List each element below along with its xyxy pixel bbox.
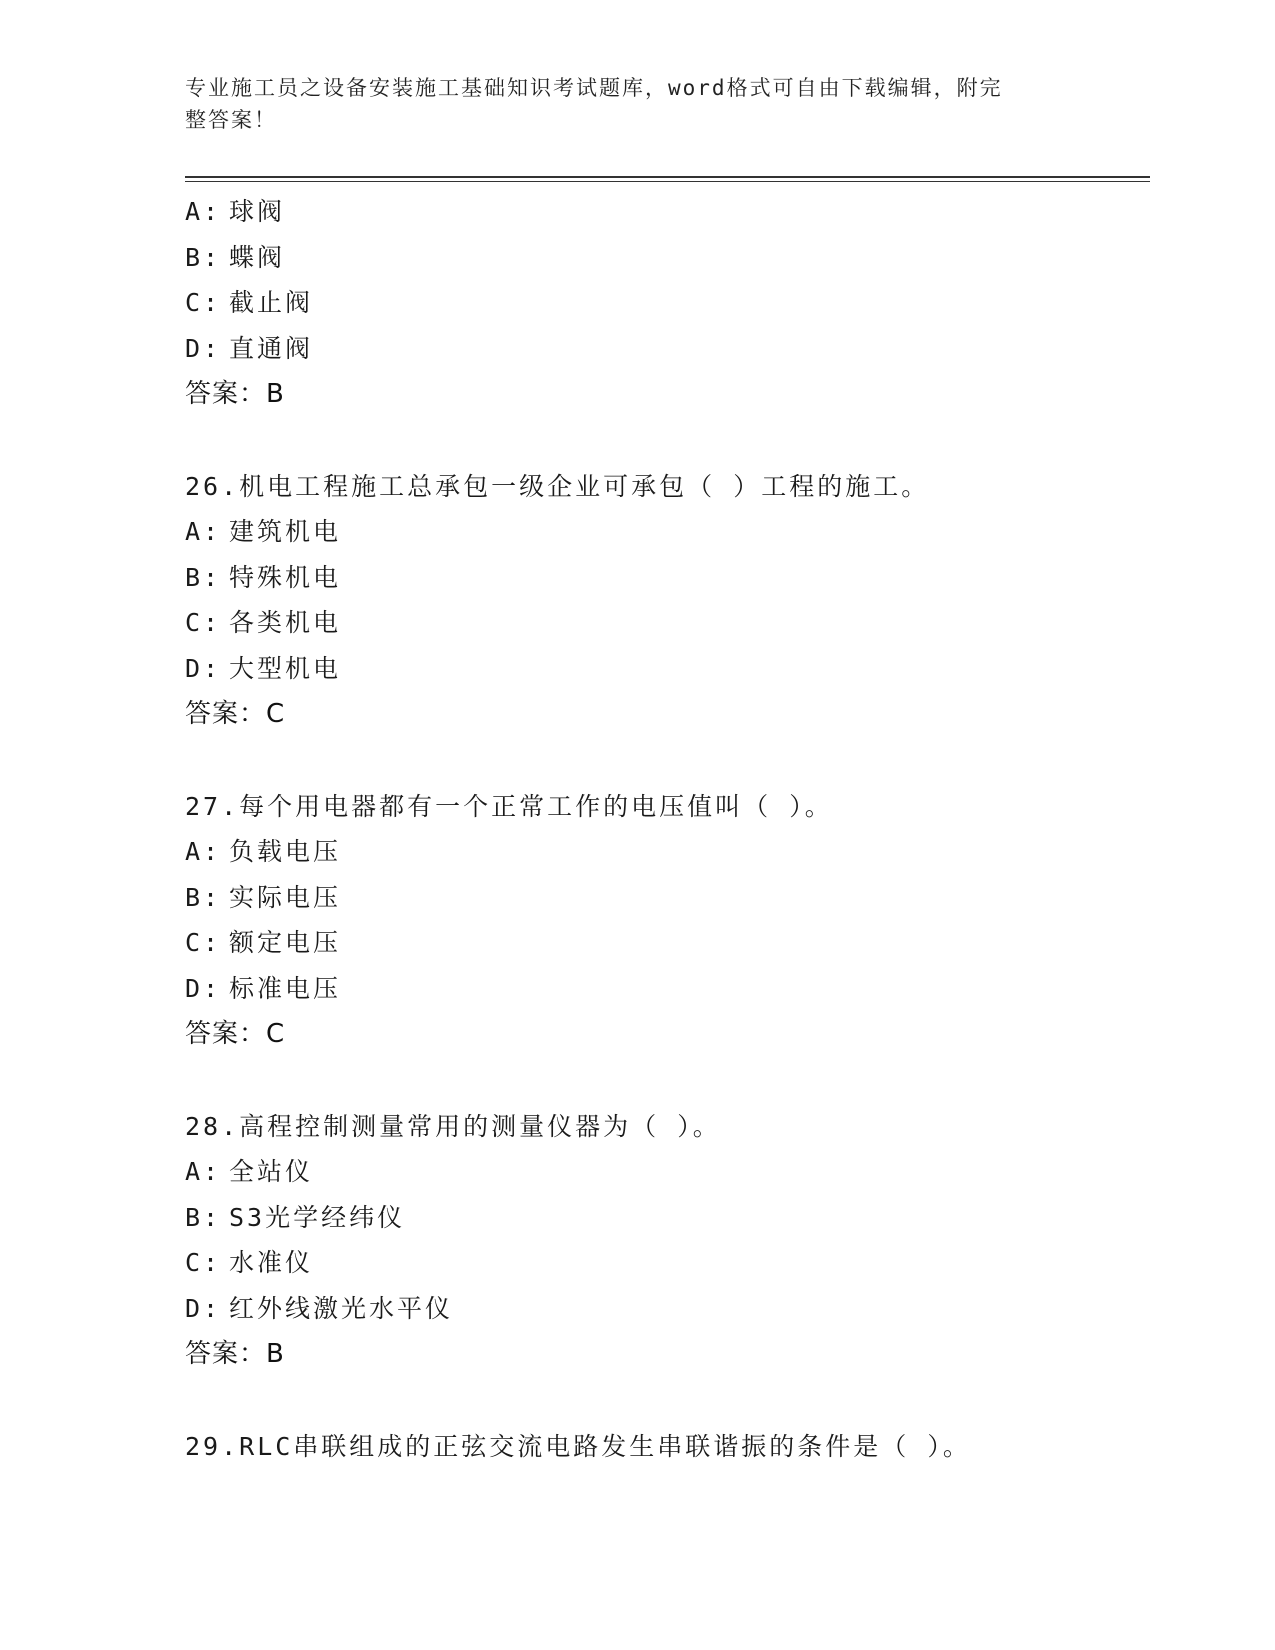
option-letter: B: [185,1202,222,1232]
option-a [185,509,1150,555]
question-list [185,189,1150,1516]
answer-line: 答案：C [185,699,286,729]
option-letter: A: [185,197,222,226]
question-number: 29. [185,1432,240,1461]
option-letter: C: [185,288,222,317]
option-text: 额定电压 [229,928,342,957]
question-body: 高程控制测量常用的测量仪器为（ ）。 [239,1112,721,1141]
question-25 [185,189,1150,417]
question-number: 27. [185,792,240,821]
option-text: 红外线激光水平仪 [229,1293,454,1323]
question-body: 每个用电器都有一个正常工作的电压值叫（ ）。 [239,792,833,821]
question-27 [185,784,1150,1057]
question-body: 机电工程施工总承包一级企业可承包（ ）工程的施工。 [239,472,930,501]
option-b [185,235,1150,281]
option-text: 特殊机电 [229,562,342,592]
option-text: 负载电压 [229,837,342,866]
question-number: 26. [185,472,240,501]
option-letter: C: [185,928,222,957]
option-letter: D: [185,653,222,683]
header-line-1: 专业施工员之设备安装施工基础知识考试题库，word格式可自由下载编辑，附完 [185,76,1003,100]
question-29 [185,1424,1150,1469]
option-b [185,555,1150,601]
option-letter: D: [185,973,222,1003]
option-letter: C: [185,1248,222,1277]
question-text [185,1104,1150,1149]
question-text [185,464,1150,509]
option-c [185,600,1150,646]
option-text: 标准电压 [229,973,342,1003]
option-text: 实际电压 [229,882,342,912]
option-a [185,1149,1150,1195]
document-header [185,72,1065,136]
option-c [185,920,1150,966]
header-rule-thin [185,181,1150,182]
option-text: 直通阀 [229,333,314,363]
option-text: 全站仪 [229,1157,314,1186]
answer-line: 答案：B [185,1339,285,1369]
option-text: 水准仪 [229,1248,314,1277]
option-letter: B: [185,242,222,272]
option-letter: C: [185,608,222,637]
answer-line: 答案：B [185,379,285,409]
option-b [185,1195,1150,1241]
question-26 [185,464,1150,737]
option-letter: A: [185,517,222,546]
option-text: 大型机电 [229,653,342,683]
header-line-2: 整答案！ [185,108,277,132]
option-letter: B: [185,882,222,912]
option-d [185,326,1150,372]
option-a [185,829,1150,875]
option-letter: A: [185,1157,222,1186]
option-text: 截止阀 [229,288,314,317]
option-b [185,875,1150,921]
option-c [185,1240,1150,1286]
question-text [185,1424,1150,1469]
answer-line: 答案：C [185,1019,286,1049]
option-letter: A: [185,837,222,866]
option-letter: D: [185,1293,222,1323]
header-rule-thick [185,176,1150,178]
option-text: 蝶阀 [229,242,286,272]
question-28 [185,1104,1150,1377]
option-text: S3光学经纬仪 [229,1202,406,1232]
option-c [185,280,1150,326]
option-text: 建筑机电 [229,517,342,546]
option-d [185,646,1150,692]
option-d [185,1286,1150,1332]
option-d [185,966,1150,1012]
option-letter: B: [185,562,222,592]
option-letter: D: [185,333,222,363]
question-body: RLC串联组成的正弦交流电路发生串联谐振的条件是（ ）。 [239,1432,971,1461]
option-a [185,189,1150,235]
option-text: 各类机电 [229,608,342,637]
question-text [185,784,1150,829]
option-text: 球阀 [229,197,286,226]
question-number: 28. [185,1112,240,1141]
